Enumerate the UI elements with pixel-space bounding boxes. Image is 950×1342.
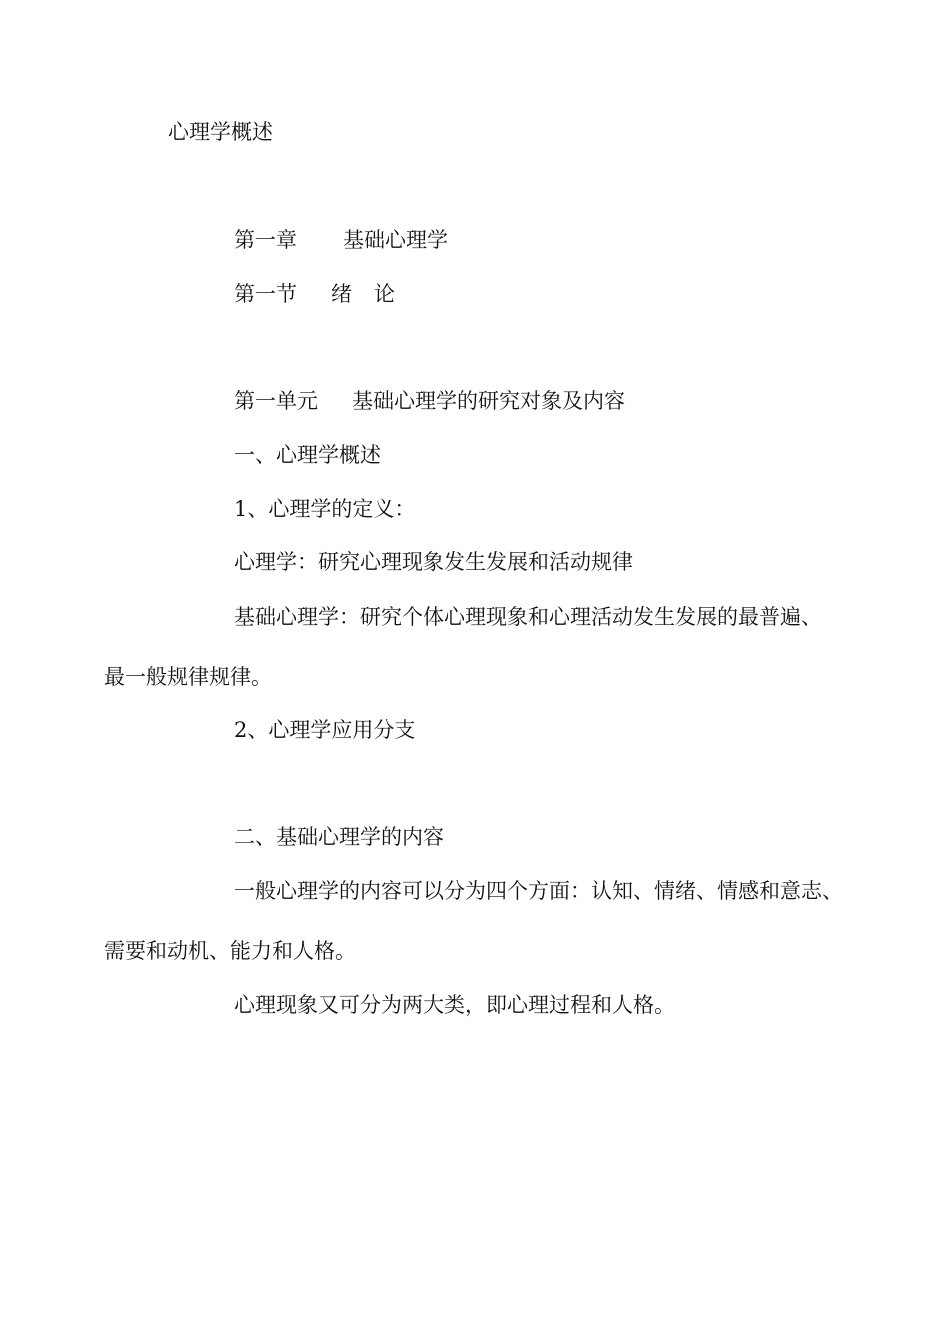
- definition-basic-line1: 基础心理学：研究个体心理现象和心理活动发生发展的最普遍、: [234, 605, 822, 629]
- heading-overview: 一、心理学概述: [234, 443, 381, 467]
- item-branches: 2、心理学应用分支: [234, 718, 416, 742]
- content-paragraph-line2: 需要和动机、能力和人格。: [104, 939, 356, 963]
- content-paragraph-line1: 一般心理学的内容可以分为四个方面：认知、情绪、情感和意志、: [234, 879, 843, 903]
- content-paragraph-line3: 心理现象又可分为两大类，即心理过程和人格。: [234, 993, 675, 1017]
- section-title-part1: 绪: [331, 282, 352, 306]
- unit-title: 基础心理学的研究对象及内容: [352, 389, 625, 413]
- document-title: 心理学概述: [168, 120, 273, 144]
- chapter-title: 基础心理学: [343, 228, 448, 252]
- definition-psychology: 心理学：研究心理现象发生发展和活动规律: [234, 550, 633, 574]
- section-label: 第一节: [234, 282, 297, 306]
- section-title-part2: 论: [374, 282, 395, 306]
- unit-heading: [234, 387, 625, 415]
- heading-content: 二、基础心理学的内容: [234, 825, 444, 849]
- section-heading: [234, 280, 395, 308]
- unit-label: 第一单元: [234, 389, 318, 413]
- chapter-label: 第一章: [234, 228, 297, 252]
- definition-basic-line2: 最一般规律规律。: [104, 665, 272, 689]
- chapter-heading: [234, 226, 448, 254]
- item-definition: 1、心理学的定义：: [234, 497, 416, 521]
